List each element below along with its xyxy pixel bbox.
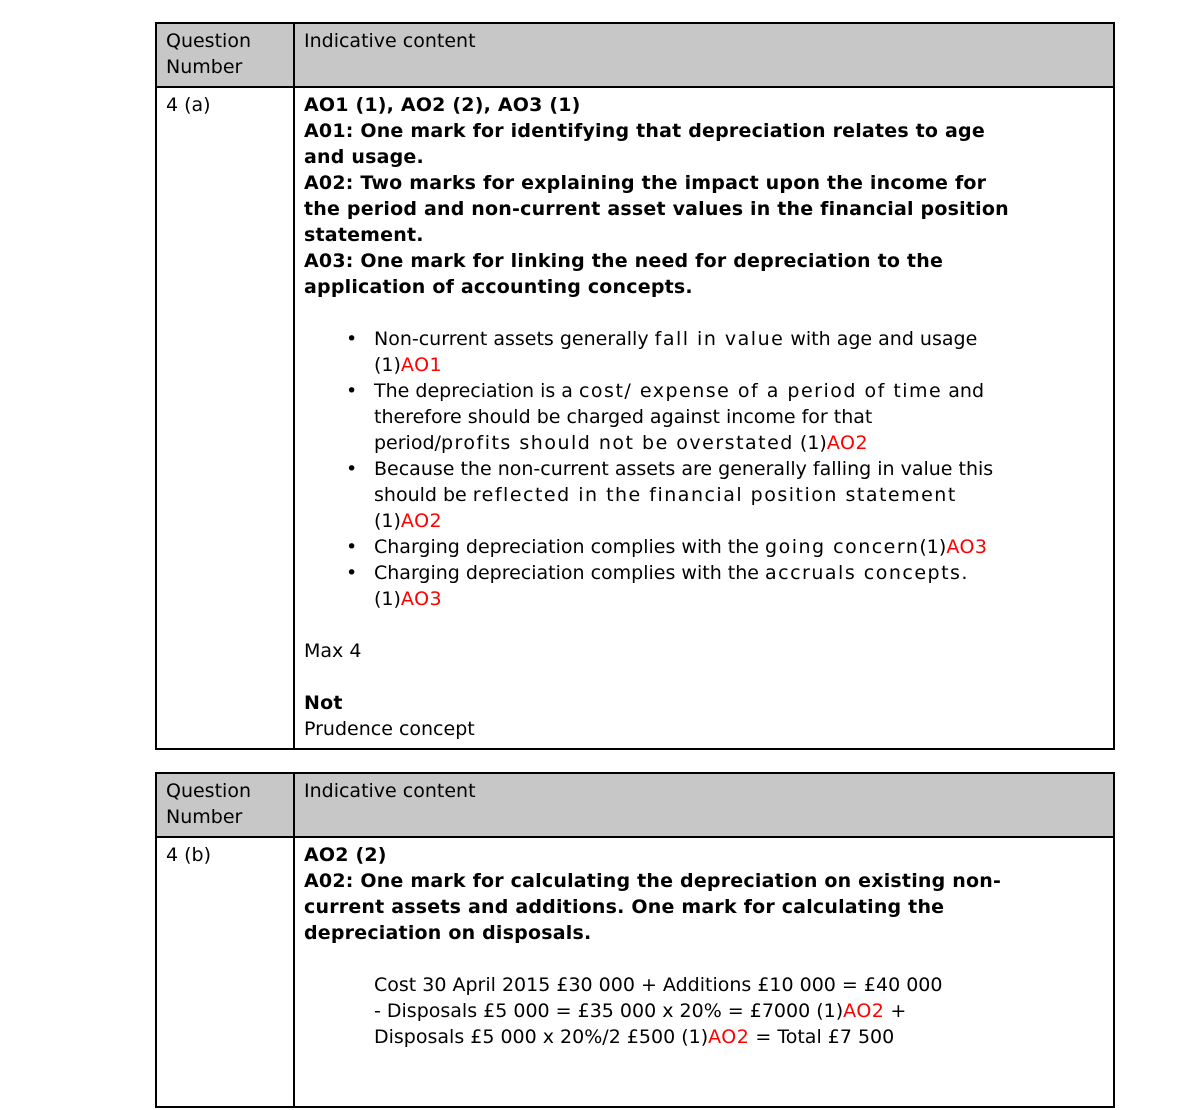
spacer bbox=[304, 300, 1105, 326]
text-segment: A02: Two marks for explaining the impact upon the income for bbox=[304, 172, 987, 194]
bullet-text bbox=[374, 534, 1105, 560]
table-header-row bbox=[156, 773, 1114, 837]
text-segment: + bbox=[884, 1000, 907, 1022]
text-segment: and usage. bbox=[304, 146, 424, 168]
content-line bbox=[304, 170, 1105, 196]
content-line bbox=[304, 868, 1105, 894]
text-segment: (1) bbox=[374, 510, 401, 532]
bullet-icon: • bbox=[346, 458, 358, 480]
text-segment: Disposals £5 000 x 20%/2 £500 (1) bbox=[374, 1026, 709, 1048]
text-segment: A01: One mark for identifying that depreciation relates to age bbox=[304, 120, 985, 142]
ao-mark: AO2 bbox=[843, 1000, 885, 1022]
calculation-block bbox=[374, 972, 1105, 1050]
content-line bbox=[304, 638, 1105, 664]
bullet-item bbox=[346, 326, 1105, 378]
ao-mark: AO3 bbox=[400, 588, 443, 610]
spacer bbox=[304, 946, 1105, 972]
text-segment: Non-current assets generally bbox=[374, 328, 655, 350]
text-segment: Charging depreciation complies with the bbox=[374, 536, 766, 558]
calculation-line bbox=[374, 972, 1105, 998]
text-segment: current assets and additions. One mark for calculating the bbox=[304, 896, 945, 918]
content-line bbox=[304, 144, 1105, 170]
calculation-line bbox=[374, 1024, 1105, 1050]
content-line bbox=[304, 920, 1105, 946]
ao-mark: AO2 bbox=[826, 432, 869, 454]
text-segment: AO2 (2) bbox=[304, 844, 387, 866]
text-segment: statement. bbox=[304, 224, 424, 246]
text-segment: application of accounting concepts. bbox=[304, 276, 693, 298]
text-segment: Prudence concept bbox=[304, 718, 475, 740]
content-line bbox=[304, 690, 1105, 716]
content-line bbox=[304, 118, 1105, 144]
indicative-content-cell bbox=[294, 87, 1114, 749]
emphasis-text: cost/ expense of a period of time bbox=[578, 380, 943, 402]
emphasis-text: reflected in the financial position statement bbox=[472, 484, 957, 506]
text-segment: should be bbox=[374, 484, 473, 506]
indicative-content-cell bbox=[294, 837, 1114, 1107]
text-segment: AO1 (1), AO2 (2), AO3 (1) bbox=[304, 94, 581, 116]
content-line bbox=[304, 248, 1105, 274]
bullet-text bbox=[374, 326, 1105, 378]
spacer bbox=[304, 664, 1105, 690]
text-segment: = Total £7 500 bbox=[749, 1026, 895, 1048]
emphasis-text: accruals concepts. bbox=[765, 562, 969, 584]
text-segment: Max 4 bbox=[304, 640, 362, 662]
content-line bbox=[304, 274, 1105, 300]
bullet-text bbox=[374, 560, 1105, 612]
table-header-row bbox=[156, 23, 1114, 87]
text-segment: Charging depreciation complies with the bbox=[374, 562, 766, 584]
text-segment: A03: One mark for linking the need for depreciation to the bbox=[304, 250, 944, 272]
emphasis-text: fall in value bbox=[654, 328, 785, 350]
text-segment: (1) bbox=[793, 432, 827, 454]
text-segment: (1) bbox=[919, 536, 947, 558]
bullet-icon: • bbox=[346, 562, 358, 584]
text-segment: The depreciation is a bbox=[374, 380, 579, 402]
text-segment: depreciation on disposals. bbox=[304, 922, 592, 944]
ao-mark: AO1 bbox=[400, 354, 443, 376]
content-line bbox=[304, 196, 1105, 222]
text-segment: Cost 30 April 2015 £30 000 + Additions £10 000 = £40 000 bbox=[374, 974, 943, 996]
content-line bbox=[304, 842, 1105, 868]
emphasis-text: going concern bbox=[765, 536, 920, 558]
table-body-row bbox=[156, 87, 1114, 749]
mark-scheme-table-4a bbox=[155, 22, 1115, 750]
emphasis-text: profits should not be overstated bbox=[440, 432, 794, 454]
text-segment: (1) bbox=[374, 588, 401, 610]
question-number-cell: 4 (b) bbox=[156, 837, 294, 1107]
bullet-icon: • bbox=[346, 536, 358, 558]
text-segment: period/ bbox=[374, 432, 441, 454]
bullet-item bbox=[346, 534, 1105, 560]
bullet-item bbox=[346, 560, 1105, 612]
text-segment: (1) bbox=[374, 354, 401, 376]
question-number-cell: 4 (a) bbox=[156, 87, 294, 749]
content-line bbox=[304, 716, 1105, 742]
bullet-text bbox=[374, 378, 1105, 456]
bullet-text bbox=[374, 456, 1105, 534]
ao-mark: AO2 bbox=[400, 510, 443, 532]
indicative-content-header: Indicative content bbox=[294, 23, 1114, 87]
ao-mark: AO3 bbox=[946, 536, 988, 558]
bullet-icon: • bbox=[346, 380, 358, 402]
mark-scheme-table-4b bbox=[155, 772, 1115, 1108]
table-body-row bbox=[156, 837, 1114, 1107]
bullet-icon: • bbox=[346, 328, 358, 350]
text-segment: Not bbox=[304, 692, 343, 714]
content-line bbox=[304, 894, 1105, 920]
text-segment: therefore should be charged against income for that bbox=[374, 406, 873, 428]
text-segment: and bbox=[942, 380, 985, 402]
bullet-list bbox=[346, 326, 1105, 612]
text-segment: the period and non-current asset values in the financial position bbox=[304, 198, 1009, 220]
text-segment: - Disposals £5 000 = £35 000 x 20% = £7000 (1) bbox=[374, 1000, 844, 1022]
bullet-item bbox=[346, 456, 1105, 534]
text-segment: Because the non-current assets are generally falling in value this bbox=[374, 458, 994, 480]
indicative-content-header: Indicative content bbox=[294, 773, 1114, 837]
content-line bbox=[304, 92, 1105, 118]
content-line bbox=[304, 222, 1105, 248]
text-segment: A02: One mark for calculating the depreciation on existing non- bbox=[304, 870, 1002, 892]
calculation-line bbox=[374, 998, 1105, 1024]
ao-mark: AO2 bbox=[708, 1026, 750, 1048]
text-segment: with age and usage bbox=[784, 328, 978, 350]
bullet-item bbox=[346, 378, 1105, 456]
spacer bbox=[304, 612, 1105, 638]
question-number-header: Question Number bbox=[156, 773, 294, 837]
question-number-header: Question Number bbox=[156, 23, 294, 87]
